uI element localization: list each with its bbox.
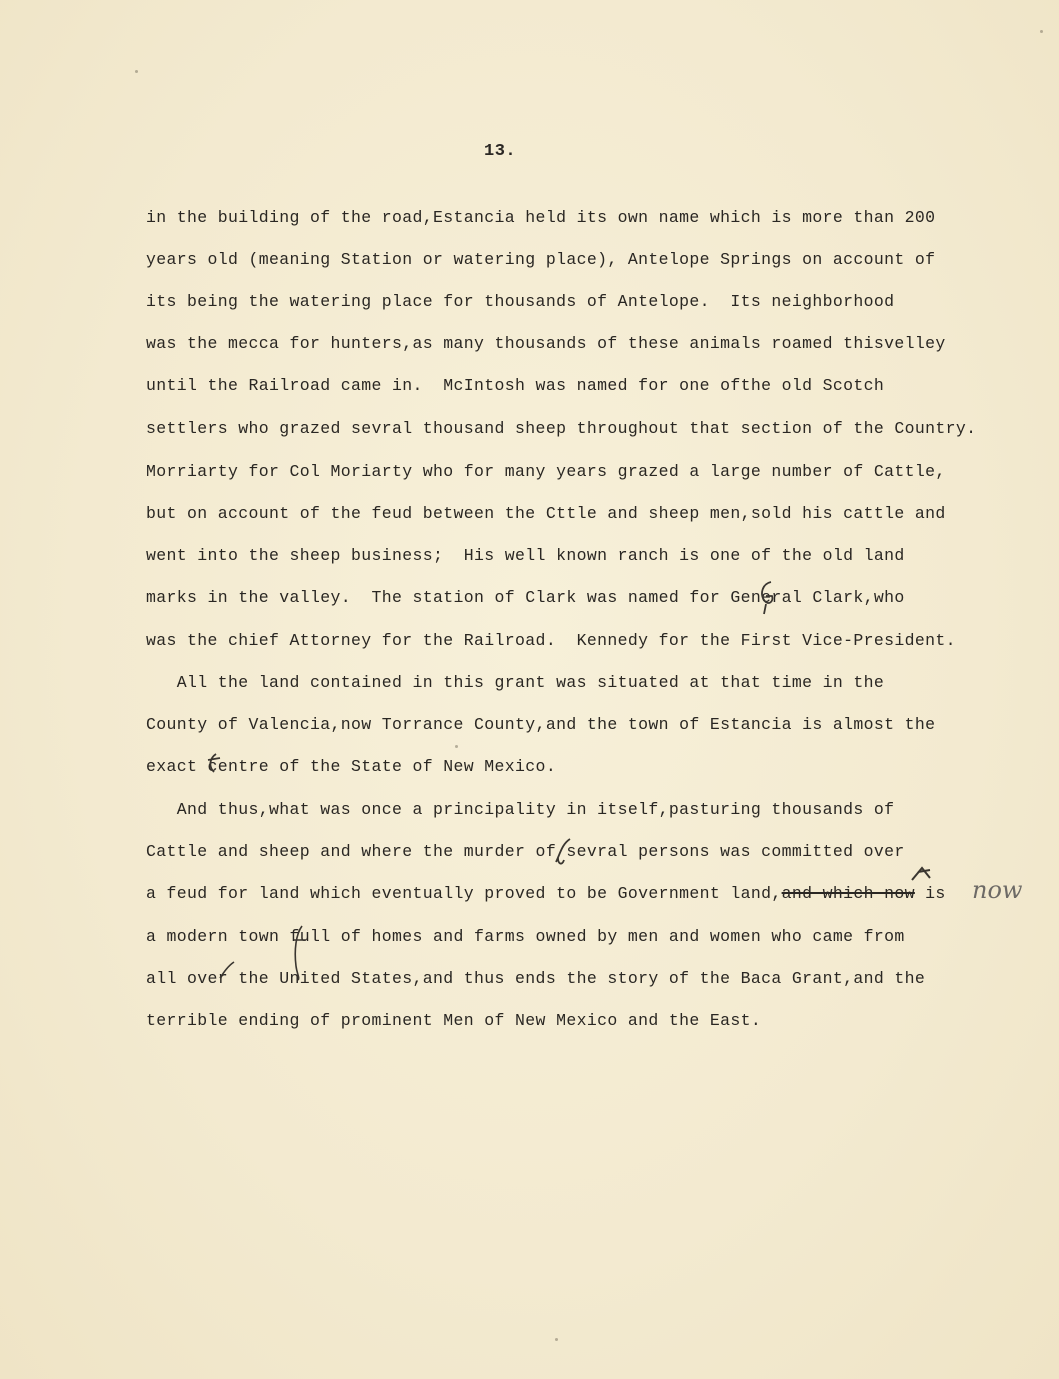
text-line: Cattle and sheep and where the murder of sevral persons was committed over (146, 842, 905, 861)
paper-speck (555, 1338, 558, 1341)
text-line: exact centre of the State of New Mexico. (146, 757, 557, 776)
text-before-strike: a feud for land which eventually proved to be Government land, (146, 884, 782, 903)
text-line: but on account of the feud between the Cttle and sheep men,sold his cattle and (146, 504, 946, 523)
text-line: a modern town full of homes and farms owned by men and women who came from (146, 927, 905, 946)
text-line-with-edit (146, 883, 946, 905)
text-line: until the Railroad came in. McIntosh was named for one ofthe old Scotch (146, 376, 885, 395)
text-line: County of Valencia,now Torrance County,and the town of Estancia is almost the (146, 715, 936, 734)
handwritten-note: now (972, 876, 1023, 904)
text-line: And thus,what was once a principality in itself,pasturing thousands of (146, 800, 895, 819)
text-after-strike: is (914, 884, 946, 903)
text-line: years old (meaning Station or watering place), Antelope Springs on account of (146, 250, 936, 269)
text-line: marks in the valley. The station of Clark was named for General Clark,who (146, 588, 905, 607)
text-line: settlers who grazed sevral thousand sheep throughout that section of the Country. (146, 419, 977, 438)
text-line: All the land contained in this grant was situated at that time in the (146, 673, 885, 692)
page-number: 13. (484, 142, 517, 161)
text-line: went into the sheep business; His well known ranch is one of the old land (146, 546, 905, 565)
text-line: was the mecca for hunters,as many thousands of these animals roamed thisvelley (146, 334, 946, 353)
paper-speck (1040, 30, 1043, 33)
paper-speck (455, 745, 458, 748)
paper-speck (135, 70, 138, 73)
text-line: Morriarty for Col Moriarty who for many years grazed a large number of Cattle, (146, 462, 946, 481)
text-line: all over the United States,and thus ends the story of the Baca Grant,and the (146, 969, 926, 988)
text-line: terrible ending of prominent Men of New Mexico and the East. (146, 1011, 762, 1030)
text-line: in the building of the road,Estancia held its own name which is more than 200 (146, 208, 936, 227)
text-line: its being the watering place for thousands of Antelope. Its neighborhood (146, 292, 895, 311)
struck-text: and which now (781, 884, 915, 903)
text-line: was the chief Attorney for the Railroad. Kennedy for the First Vice-President. (146, 631, 956, 650)
